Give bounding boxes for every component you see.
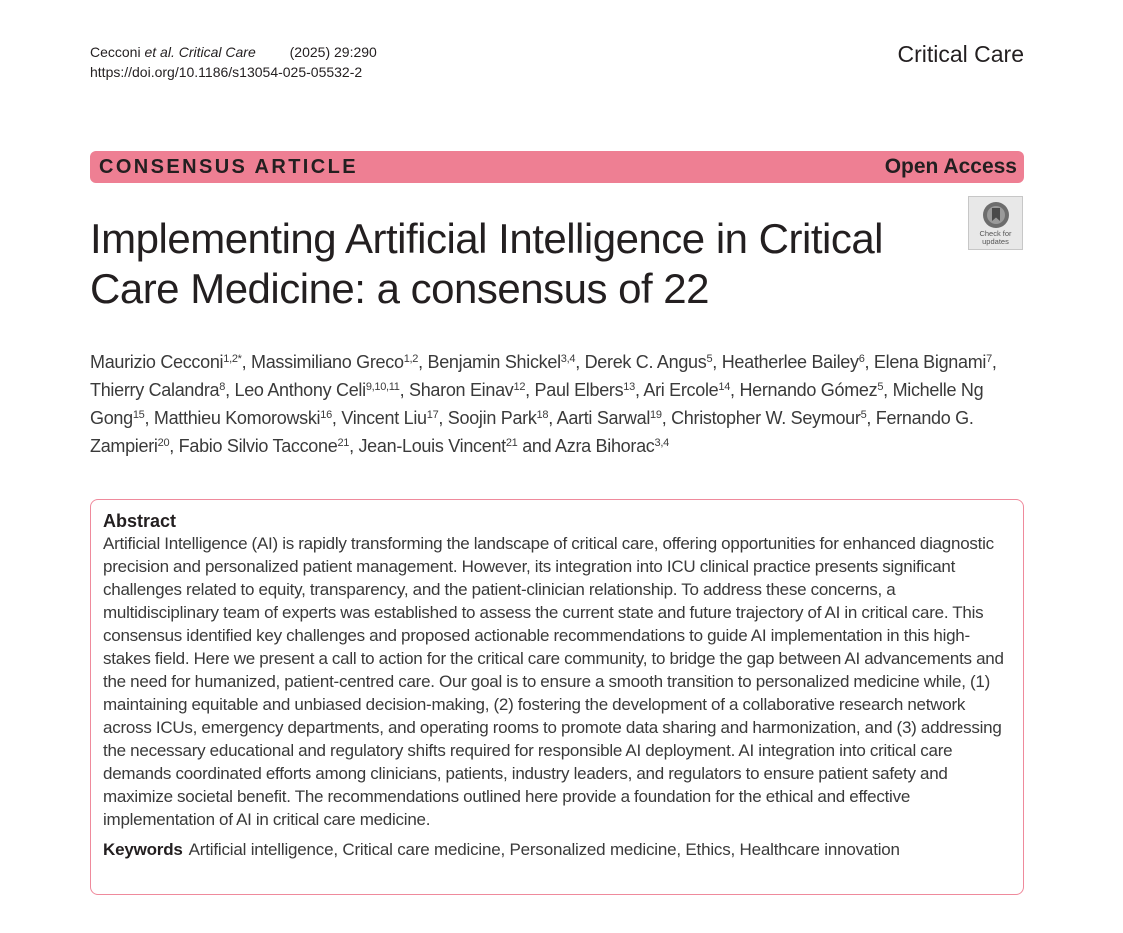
author-entry xyxy=(671,408,866,428)
author-separator: , xyxy=(169,436,179,456)
author-entry xyxy=(874,352,992,372)
author-separator: , xyxy=(418,352,428,372)
author-separator: , xyxy=(438,408,448,428)
author-affiliation: 21 xyxy=(337,437,350,449)
author-entry xyxy=(722,352,865,372)
author-name[interactable]: Leo Anthony Celi xyxy=(234,380,366,400)
author-separator: , xyxy=(225,380,235,400)
article-type: CONSENSUS ARTICLE xyxy=(99,155,358,178)
author-affiliation: 13 xyxy=(623,381,635,393)
author-name[interactable]: Benjamin Shickel xyxy=(427,352,561,372)
author-entry xyxy=(739,380,883,400)
author-affiliation: 5 xyxy=(860,409,867,421)
author-affiliation: 5 xyxy=(877,381,884,393)
author-entry xyxy=(585,352,713,372)
author-entry xyxy=(154,408,332,428)
check-for-updates-badge[interactable] xyxy=(968,196,1023,250)
author-entry xyxy=(448,408,548,428)
author-affiliation: 20 xyxy=(157,437,170,449)
badge-label: Check for updates xyxy=(979,229,1012,246)
author-entry xyxy=(555,436,669,456)
author-name[interactable]: Ari Ercole xyxy=(643,380,719,400)
author-name[interactable]: Massimiliano Greco xyxy=(251,352,404,372)
article-title: Implementing Artificial Intelligence in Critical Care Medicine: a consensus of 22 xyxy=(90,215,884,312)
author-name[interactable]: Michelle Ng Gong xyxy=(90,380,984,428)
author-entry xyxy=(179,436,349,456)
keywords-label: Keywords xyxy=(103,840,183,859)
author-affiliation: 19 xyxy=(650,409,662,421)
author-affiliation: 15 xyxy=(132,409,145,421)
author-name[interactable]: Vincent Liu xyxy=(341,408,427,428)
author-separator: , xyxy=(991,352,997,372)
author-name[interactable]: Soojin Park xyxy=(447,408,537,428)
author-separator: , xyxy=(661,408,672,428)
author-entry xyxy=(535,380,635,400)
author-name[interactable]: Matthieu Komorowski xyxy=(153,408,321,428)
author-name[interactable]: Thierry Calandra xyxy=(90,380,220,400)
citation-journal: et al. Critical Care xyxy=(144,44,256,60)
author-separator: , xyxy=(525,380,535,400)
author-entry xyxy=(251,352,418,372)
keywords-list: Artificial intelligence, Critical care medicine, Personalized medicine, Ethics, Healthcare innovation xyxy=(188,840,900,859)
author-affiliation: 9,10,11 xyxy=(365,381,400,393)
author-affiliation: 5 xyxy=(706,353,713,365)
citation-volume: (2025) 29:290 xyxy=(289,44,377,60)
author-name[interactable]: Sharon Einav xyxy=(409,380,514,400)
author-affiliation: 21 xyxy=(505,437,518,449)
author-name[interactable]: Jean-Louis Vincent xyxy=(358,436,506,456)
author-separator: , xyxy=(866,408,876,428)
citation-block xyxy=(90,42,377,82)
author-affiliation: 18 xyxy=(536,409,549,421)
author-name[interactable]: Paul Elbers xyxy=(534,380,624,400)
author-name[interactable]: Aarti Sarwal xyxy=(556,408,651,428)
doi-link[interactable]: https://doi.org/10.1186/s13054-025-05532-2 xyxy=(90,64,363,80)
author-separator: and xyxy=(517,436,556,456)
author-name[interactable]: Maurizio Cecconi xyxy=(90,352,224,372)
author-name[interactable]: Derek C. Angus xyxy=(584,352,707,372)
author-affiliation: 8 xyxy=(219,381,226,393)
author-affiliation: 3,4 xyxy=(560,353,576,365)
author-affiliation: 7 xyxy=(986,353,992,365)
author-entry xyxy=(235,380,400,400)
author-name[interactable]: Fabio Silvio Taccone xyxy=(178,436,338,456)
keywords-line xyxy=(103,839,1011,861)
author-separator: , xyxy=(241,352,252,372)
author-affiliation: 12 xyxy=(513,381,526,393)
author-entry xyxy=(409,380,525,400)
author-separator: , xyxy=(712,352,722,372)
author-affiliation: 1,2* xyxy=(223,353,242,365)
author-separator: , xyxy=(144,408,154,428)
journal-name: Critical Care xyxy=(897,41,1024,67)
author-affiliation: 6 xyxy=(858,353,865,365)
citation-authors: Cecconi xyxy=(90,44,141,60)
author-affiliation: 16 xyxy=(320,409,332,421)
open-access-label: Open Access xyxy=(884,155,1017,178)
author-separator: , xyxy=(634,380,644,400)
author-name[interactable]: Azra Bihorac xyxy=(555,436,655,456)
author-entry xyxy=(358,436,517,456)
abstract-text: Artificial Intelligence (AI) is rapidly transforming the landscape of critical care, offering opportunities for enhanced diagnostic precision and personalized patient management. However, its integration into ICU clinical practice presents significant challenges related to equity, transparency, and the patient-clinician relationship. To address these concerns, a multidisciplinary team of experts was established to assess the current state and future trajectory of AI in critical care. This consensus identified key challenges and proposed actionable recommendations to guide AI implementation in this high-stakes field. Here we present a call to action for the critical care community, to bridge the gap between AI advancements and the need for humanized, patient-centred care. Our goal is to ensure a smooth transition to personalized medicine while, (1) maintaining equitable and unbiased decision-making, (2) fostering the development of a collaborative research network across ICUs, emergency departments, and operating rooms to promote data sharing and harmonization, and (3) addressing the necessary educational and regulatory shifts required for responsible AI deployment. AI integration into critical care demands coordinated efforts among clinicians, patients, industry leaders, and regulators to ensure patient safety and maximize societal benefit. The recommendations outlined here provide a foundation for the ethical and effective implementation of AI in critical care medicine. xyxy=(103,534,1004,829)
author-entry xyxy=(557,408,662,428)
author-entry xyxy=(643,380,730,400)
author-separator: , xyxy=(575,352,585,372)
author-list xyxy=(90,348,1035,460)
author-name[interactable]: Fernando G. Zampieri xyxy=(90,408,974,456)
article-type-banner xyxy=(90,151,1024,183)
author-entry xyxy=(341,408,438,428)
author-name[interactable]: Elena Bignami xyxy=(873,352,987,372)
author-affiliation: 17 xyxy=(426,409,439,421)
author-separator: , xyxy=(864,352,874,372)
author-name[interactable]: Hernando Gómez xyxy=(739,380,878,400)
author-separator: , xyxy=(399,380,410,400)
author-name[interactable]: Heatherlee Bailey xyxy=(721,352,859,372)
author-entry xyxy=(90,380,225,400)
bookmark-refresh-icon xyxy=(981,200,1011,230)
author-entry xyxy=(90,352,242,372)
abstract-box xyxy=(90,499,1024,895)
author-separator: , xyxy=(883,380,893,400)
author-entry xyxy=(428,352,576,372)
author-affiliation: 1,2 xyxy=(403,353,419,365)
citation-line xyxy=(90,42,377,62)
author-separator: , xyxy=(730,380,740,400)
author-separator: , xyxy=(349,436,359,456)
author-separator: , xyxy=(548,408,557,428)
author-separator: , xyxy=(331,408,342,428)
author-name[interactable]: Christopher W. Seymour xyxy=(671,408,861,428)
abstract-heading: Abstract xyxy=(103,511,177,531)
author-affiliation: 14 xyxy=(718,381,731,393)
author-affiliation: 3,4 xyxy=(654,437,669,449)
